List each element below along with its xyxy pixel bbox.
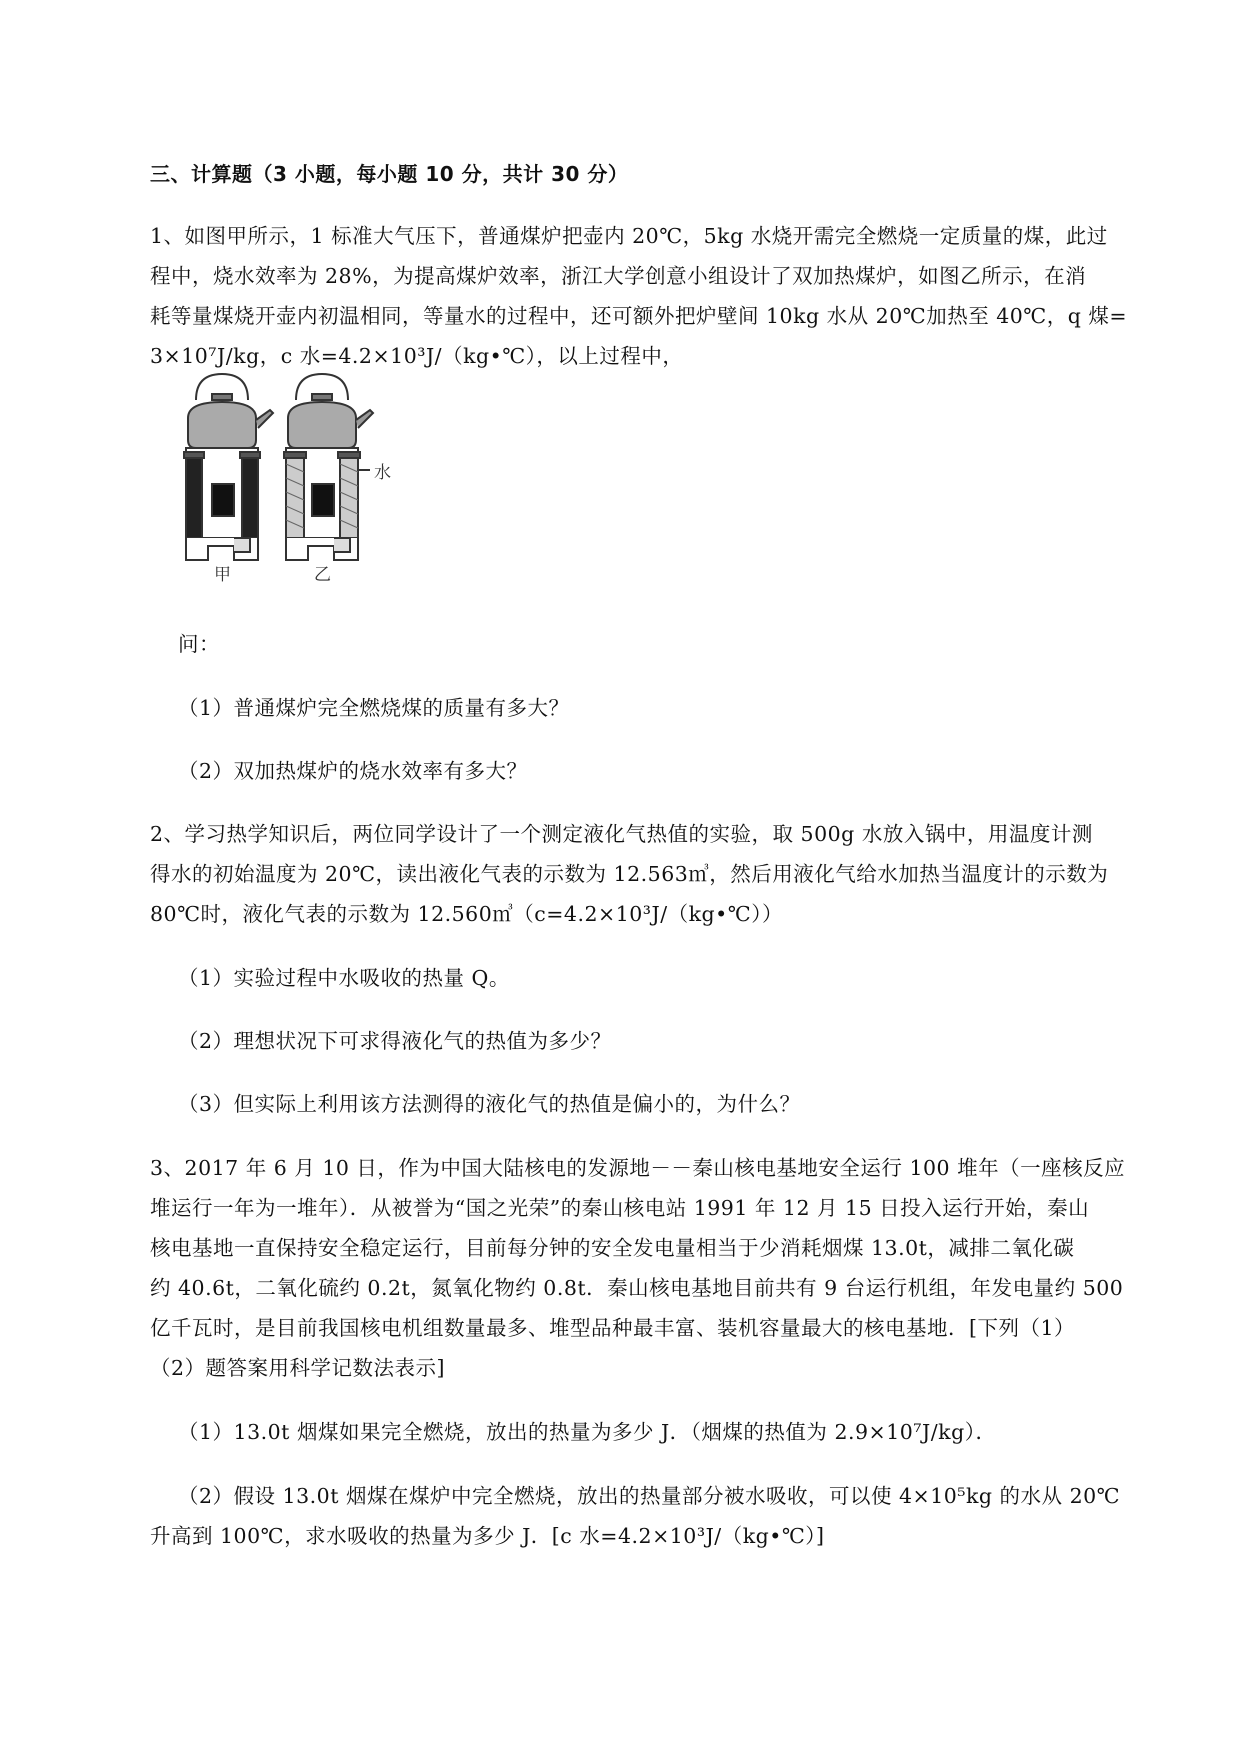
q1-text-line-2: 程中，烧水效率为 28%，为提高煤炉效率，浙江大学创意小组设计了双加热煤炉，如图乙所示，在消	[150, 264, 1087, 288]
q2-subquestion-3: （3）但实际上利用该方法测得的液化气的热值是偏小的，为什么？	[178, 1092, 801, 1116]
figure-label-jia: 甲	[214, 565, 232, 585]
q3-subquestion-2-line-1: （2）假设 13.0t 烟煤在煤炉中完全燃烧，放出的热量部分被水吸收，可以使 4×10⁵kg 的水从 20℃	[178, 1484, 1121, 1508]
stove-diagram-icon	[178, 322, 388, 580]
q1-ask-label: 问：	[178, 632, 220, 656]
q1-text-line-4: 3×10⁷J/kg，c 水=4.2×10³J/（kg•℃），以上过程中，	[150, 344, 684, 368]
q1-text-line-3: 耗等量煤烧开壶内初温相同，等量水的过程中，还可额外把炉壁间 10kg 水从 20℃加热至 40℃，q 煤=	[150, 304, 1128, 328]
q3-subquestion-2-line-2: 升高到 100℃，求水吸收的热量为多少 J．[c 水=4.2×10³J/（kg•℃）]	[150, 1524, 825, 1548]
section-title: 三、计算题（3 小题，每小题 10 分，共计 30 分）	[150, 162, 629, 186]
q3-text-line-1: 3、2017 年 6 月 10 日，作为中国大陆核电的发源地－－秦山核电基地安全运行 100 堆年（一座核反应	[150, 1156, 1126, 1180]
q2-text-line-1: 2、学习热学知识后，两位同学设计了一个测定液化气热值的实验，取 500g 水放入锅中，用温度计测	[150, 822, 1093, 846]
stove-jia	[184, 374, 273, 560]
q2-text-line-3: 80℃时，液化气表的示数为 12.560㎥（c=4.2×10³J/（kg•℃））	[150, 902, 783, 926]
q3-text-line-2: 堆运行一年为一堆年）．从被誉为“国之光荣”的秦山核电站 1991 年 12 月 15 日投入运行开始，秦山	[150, 1196, 1090, 1220]
stove-figure	[178, 322, 392, 585]
q1-subquestion-1: （1）普通煤炉完全燃烧煤的质量有多大？	[178, 696, 570, 720]
q3-text-line-5: 亿千瓦时，是目前我国核电机组数量最多、堆型品种最丰富、装机容量最大的核电基地．[下列（1）	[150, 1316, 1076, 1340]
q3-subquestion-1: （1）13.0t 烟煤如果完全燃烧，放出的热量为多少 J．（烟煤的热值为 2.9×10⁷J/kg）．	[178, 1420, 997, 1444]
q3-text-line-3: 核电基地一直保持安全稳定运行，目前每分钟的安全发电量相当于少消耗烟煤 13.0t，减排二氧化碳	[150, 1236, 1075, 1260]
stove-yi	[284, 374, 373, 560]
q2-subquestion-2: （2）理想状况下可求得液化气的热值为多少？	[178, 1029, 612, 1053]
q1-text-line-1: 1、如图甲所示，1 标准大气压下，普通煤炉把壶内 20℃，5kg 水烧开需完全燃烧一定质量的煤，此过	[150, 224, 1108, 248]
figure-label-yi: 乙	[314, 565, 332, 585]
q3-text-line-4: 约 40.6t，二氧化硫约 0.2t，氮氧化物约 0.8t．秦山核电基地目前共有 9 台运行机组，年发电量约 500	[150, 1276, 1124, 1300]
q2-subquestion-1: （1）实验过程中水吸收的热量 Q。	[178, 966, 510, 990]
q1-subquestion-2: （2）双加热煤炉的烧水效率有多大？	[178, 759, 528, 783]
figure-label-water: 水	[374, 463, 392, 483]
q3-text-line-6: （2）题答案用科学记数法表示]	[150, 1356, 446, 1380]
q2-text-line-2: 得水的初始温度为 20℃，读出液化气表的示数为 12.563㎥，然后用液化气给水加热当温度计的示数为	[150, 862, 1109, 886]
